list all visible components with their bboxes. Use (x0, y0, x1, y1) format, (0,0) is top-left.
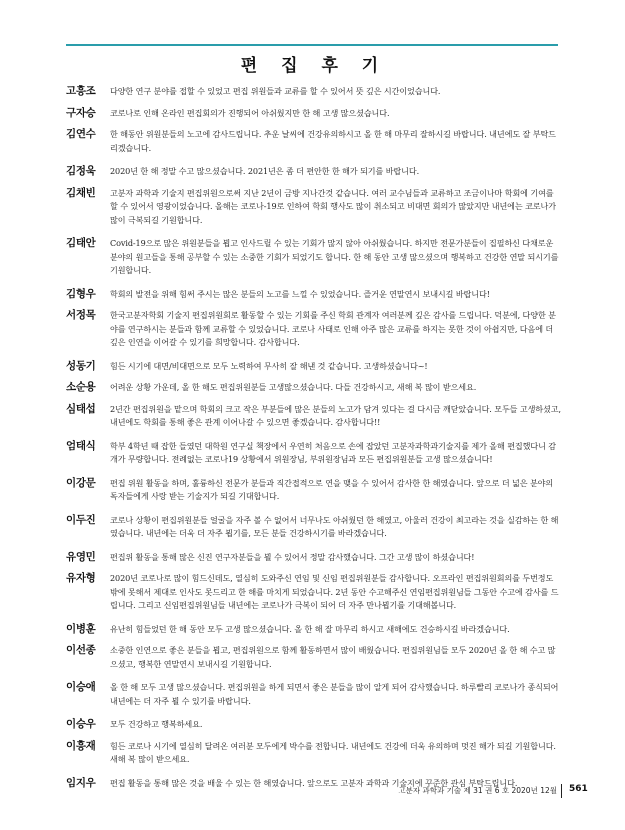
entry-row (66, 439, 563, 467)
entry-text: 2020년 코로나로 많이 힘드신데도, 열심히 도와주신 연임 및 신임 편집위원분들 감사합니다. 오프라인 편집위원회의를 두번정도 밖에 못해서 제대로 인사도 못드리고 한 해를 마치게 되었습니다. 2년 동안 수고해주신 연임편집위원님들 그동안 수고에 감사를 드립니다. 그리고 신임편집위원님들 내년에는 코로나가 극복이 되어 더 자주 만나뵙기를 기대해봅니다. (110, 573, 559, 610)
entry-text: 어려운 상황 가운데, 올 한 해도 편집위원분들 고생많으셨습니다. 다들 건강하시고, 새해 복 많이 받으세요. (110, 382, 477, 392)
entry-text: 편집위 활동을 통해 많은 신진 연구자분들을 뵐 수 있어서 정말 감사했습니다. 그간 고생 많이 하셨습니다! (110, 551, 475, 562)
entry-row (66, 571, 563, 613)
entry-row (66, 186, 563, 228)
entry-text: 편집 위원 활동을 하며, 훌륭하신 전문가 분들과 직간접적으로 연을 맺을 수 있어서 감사한 한 해였습니다. 앞으로 더 넓은 분야의 독자들에게 사랑 받는 기술지가 되길 기대합니다. (110, 477, 554, 501)
entry-name: 구자승 (66, 106, 96, 119)
footer (0, 784, 625, 798)
entry-row (66, 739, 563, 767)
entry-row (66, 287, 563, 302)
entry-row (66, 359, 563, 374)
entry-row (66, 643, 563, 671)
entry-row (66, 380, 563, 395)
entry-name: 이승애 (66, 681, 96, 693)
entry-text: Covid-19으로 많은 위원분들을 뵙고 인사드릴 수 있는 기회가 많지 않아 아쉬웠습니다. 하지만 전문가분들이 집필하신 다채로운 분야의 원고들을 통해 공부할 수 있는 소중한 기회가 되었기도 합니다. 한 해 동안 고생 많으셨으며 행복하고 건강한 연말 되시기를 기원합니다. (110, 238, 559, 275)
entries-list (66, 84, 563, 798)
entry-text: 올 한 해 모두 고생 많으셨습니다. 편집위원을 하게 되면서 좋은 분들을 많이 알게 되어 감사했습니다. 하루빨리 코로나가 종식되어 내년에는 더 자주 뵐 수 있기를 바랍니다. (110, 682, 559, 706)
entry-row (66, 717, 563, 732)
entry-row (66, 236, 563, 278)
entry-row (66, 308, 563, 350)
entry-row (66, 164, 563, 179)
title-rule (66, 44, 558, 46)
entry-name: 엄태식 (66, 439, 96, 452)
entry-text: 코로나로 인해 온라인 편집회의가 진행되어 아쉬웠지만 한 해 고생 많으셨습니다. (110, 107, 390, 118)
entry-name: 이두진 (66, 513, 96, 526)
entry-name: 이승우 (66, 718, 96, 730)
entry-row (66, 476, 563, 504)
entry-text: 2년간 편집위원을 맡으며 학회의 크고 작은 부분들에 많은 분들의 노고가 담겨 있다는 걸 다시금 깨닫았습니다. 모두들 고생하셨고, 내년에도 학회를 통해 좋은 관계 이어나갈 수 있으면 좋겠습니다. 감사합니다!! (110, 403, 561, 427)
entry-text: 2020년 한 해 정말 수고 많으셨습니다. 2021년은 좀 더 편안한 한 해가 되기를 바랍니다. (110, 166, 420, 176)
page-title: 편 집 후 기 (240, 56, 388, 76)
entry-name: 이흥재 (66, 739, 96, 752)
entry-text: 힘든 코로나 시기에 열심히 달려온 여러분 모두에게 박수를 전합니다. 내년에도 건강에 더욱 유의하며 멋진 해가 되길 기원합니다. 새해 복 많이 받으세요. (110, 740, 556, 764)
entry-text: 편집 활동을 통해 많은 것을 배울 수 있는 한 해였습니다. 앞으로도 고분자 과학과 기술지에 꾸준한 관심 부탁드립니다. (110, 777, 518, 788)
page-number: 561 (569, 784, 588, 794)
entry-text: 코로나 상황이 편집위원분들 얼굴을 자주 볼 수 없어서 너무나도 아쉬웠던 한 해였고, 아울러 건강이 최고라는 것을 실감하는 한 해였습니다. 내년에는 더욱 더 자주 뵙기를, 모든 분들 건강하시기를 바라겠습니다. (110, 514, 559, 538)
entry-row (66, 513, 563, 541)
entry-text: 소중한 인연으로 좋은 분들을 뵙고, 편집위원으로 함께 활동하면서 많이 배웠습니다. 편집위원님들 모두 2020년 올 한 해 수고 많으셨고, 행복한 연말연시 보내시길 기원합니다. (110, 645, 556, 669)
entry-row (66, 550, 563, 565)
entry-name: 심태섭 (66, 402, 96, 415)
entry-name: 유자형 (66, 572, 96, 584)
entry-name: 김연수 (66, 128, 96, 140)
entry-name: 이병훈 (66, 622, 96, 635)
entry-row (66, 106, 563, 121)
entry-name: 김정욱 (66, 165, 96, 177)
entry-name: 성동기 (66, 359, 96, 372)
entry-row (66, 402, 563, 430)
entry-name: 이강문 (66, 476, 96, 489)
entry-name: 김형우 (66, 287, 96, 300)
entry-text: 고분자 과학과 기술지 편집위원으로써 지난 2년이 금방 지나간것 같습니다. 여러 교수님들과 교류하고 조금이나마 학회에 기여를 할 수 있어서 영광이었습니다. 올해는 코로나-19로 인하여 학회 행사도 많이 취소되고 비대면 회의가 많았지만 내년에는 코로나가 많이 극복되길 기원합니다. (110, 187, 556, 225)
entry-name: 김태안 (66, 237, 96, 249)
entry-row (66, 127, 563, 155)
entry-text: 학부 4학년 때 잡한 들였던 대학원 연구실 책장에서 우연히 처음으로 손에 잡았던 고분자과학과기술지를 제가 올해 편집했다니 감개가 무량합니다. 전례없는 코로나19 상황에서 위원장님, 부위원장님과 모든 편집위원분들 고생 많으셨습니다! (110, 440, 556, 464)
entry-text: 다양한 연구 분야를 접할 수 있었고 편집 위원들과 교류를 할 수 있어서 뜻 깊은 시간이었습니다. (110, 86, 441, 96)
entry-text: 한 해동안 위원분들의 노고에 감사드립니다. 추운 날씨에 건강유의하시고 올 한 해 마무리 잘하시길 바랍니다. 내년에도 잘 부탁드리겠습니다. (110, 129, 556, 153)
entry-name: 서정목 (66, 309, 96, 321)
entry-name: 소순용 (66, 381, 96, 393)
entry-name: 고흥조 (66, 85, 96, 97)
entry-text: 유난히 힘들었던 한 해 동안 모두 고생 많으셨습니다. 올 한 해 잘 마무리 하시고 새해에도 건승하시길 바라겠습니다. (110, 623, 510, 634)
entry-row (66, 84, 563, 99)
entry-name: 이선종 (66, 644, 96, 656)
entry-text: 학회의 발전을 위해 힘써 주시는 많은 분들의 노고를 느낄 수 있었습니다. 즐거운 연말연시 보내시길 바랍니다! (110, 288, 490, 299)
entry-name: 김채빈 (66, 186, 96, 199)
entry-text: 한국고분자학회 기술지 편집위원회로 활동할 수 있는 기회를 주신 학회 관계자 여러분께 깊은 감사를 드립니다. 덕분에, 다양한 분야를 연구하시는 분들과 함께 교류할 수 있었습니다. 코로나 사태로 인해 아주 많은 교류를 하지는 못한 것이 아쉽지만, 다음에 더 깊은 인연을 이어갈 수 있기를 희망합니다. 감사합니다. (110, 310, 556, 347)
entry-row (66, 680, 563, 708)
footer-journal: 고분자 과학과 기술 제 31 권 6 호 2020년 12월 (398, 786, 557, 795)
title-block (66, 44, 558, 76)
entry-text: 힘든 시기에 대면/비대면으로 모두 노력하여 무사히 잘 해낸 것 같습니다. 고생하셨습니다~! (110, 360, 428, 371)
entry-text: 모두 건강하고 행복하세요. (110, 719, 203, 729)
footer-divider (561, 784, 562, 798)
entry-row (66, 622, 563, 637)
entry-name: 임지우 (66, 776, 96, 789)
entry-name: 유영민 (66, 550, 96, 563)
